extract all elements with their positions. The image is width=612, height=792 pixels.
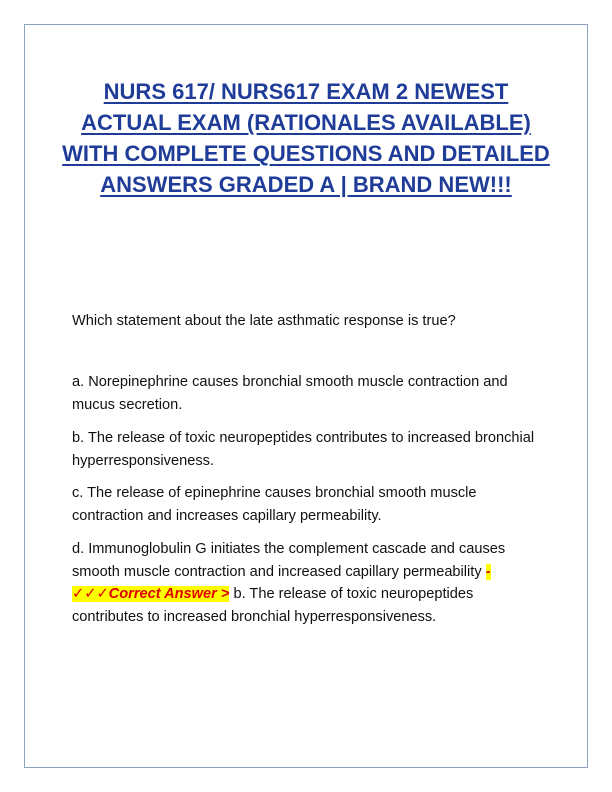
- option-a: a. Norepinephrine causes bronchial smooth muscle contraction and mucus secretion.: [72, 374, 508, 413]
- option-d-with-answer: [72, 538, 542, 628]
- document-title: NURS 617/ NURS617 EXAM 2 NEWEST ACTUAL EXAM (RATIONALES AVAILABLE) WITH COMPLETE QUESTIONS AND DETAILED ANSWERS GRADED A | BRAND NEW!!!: [62, 79, 550, 197]
- option-c: c. The release of epinephrine causes bronchial smooth muscle contraction and increases capillary permeability.: [72, 485, 477, 524]
- option-b: b. The release of toxic neuropeptides contributes to increased bronchial hyperresponsiveness.: [72, 430, 535, 469]
- option-d-text: d. Immunoglobulin G initiates the complement cascade and causes smooth muscle contraction and increased capillary permeability: [72, 541, 506, 580]
- correct-answer-marker: - ✓✓✓Correct Answer >: [72, 563, 491, 602]
- question-text: Which statement about the late asthmatic response is true?: [72, 313, 456, 329]
- correct-answer-text: b. The release of toxic neuropeptides contributes to increased bronchial hyperresponsiveness.: [72, 586, 474, 625]
